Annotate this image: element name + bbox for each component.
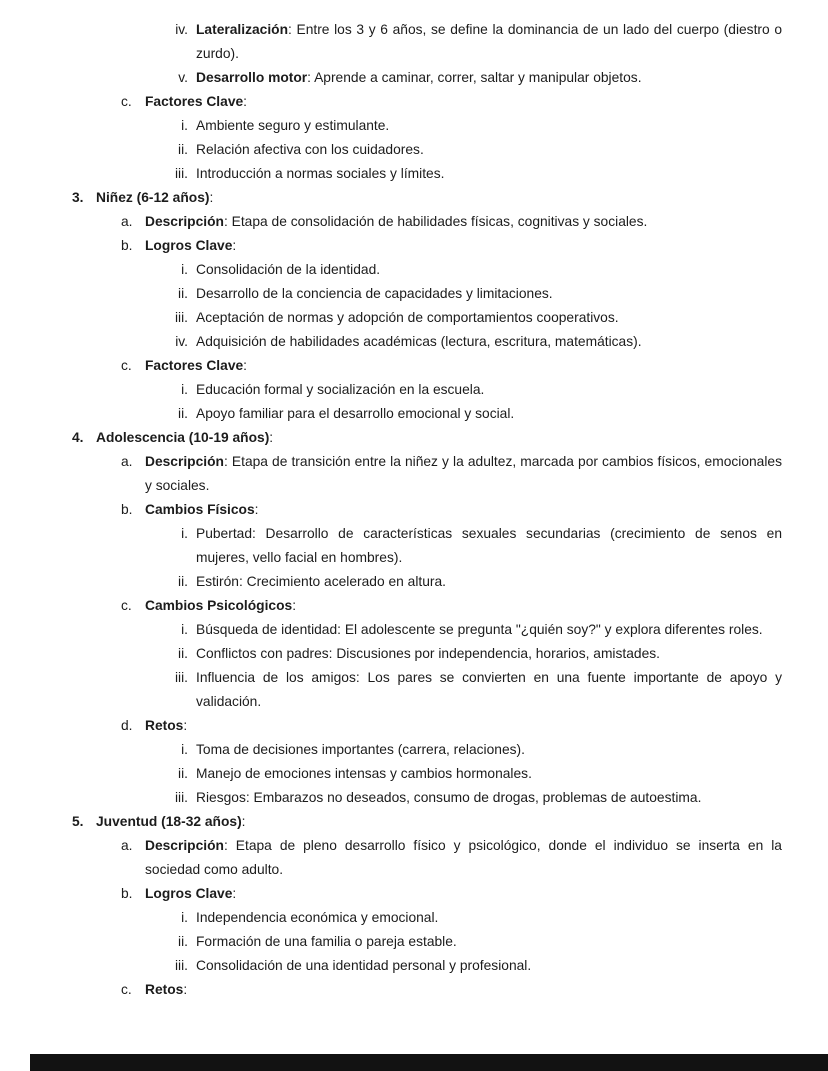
item-text-block [145, 834, 782, 882]
list-item [0, 234, 828, 258]
item-marker: ii. [178, 286, 188, 301]
item-text: : [269, 430, 274, 445]
item-text: Pubertad: Desarrollo de características sexuales secundarias (crecimiento de senos en mujeres, vello facial en hombres). [196, 526, 782, 565]
item-text-block [196, 786, 782, 810]
list-item [0, 258, 828, 282]
page-bottom-edge [30, 1054, 828, 1071]
item-text: Consolidación de la identidad. [196, 262, 381, 277]
item-text: Conflictos con padres: Discusiones por independencia, horarios, amistades. [196, 646, 660, 661]
item-marker: i. [181, 742, 188, 757]
item-text-block [145, 354, 782, 378]
item-label: Logros Clave [145, 238, 233, 253]
item-text-block [145, 714, 782, 738]
item-label: Descripción [145, 454, 224, 469]
item-text: Educación formal y socialización en la escuela. [196, 382, 485, 397]
item-text: Relación afectiva con los cuidadores. [196, 142, 424, 157]
item-marker: c. [121, 982, 132, 997]
item-text: Consolidación de una identidad personal y profesional. [196, 958, 532, 973]
item-marker: d. [121, 718, 133, 733]
item-text: : [232, 886, 237, 901]
list-item [0, 882, 828, 906]
item-text: Ambiente seguro y estimulante. [196, 118, 390, 133]
item-text-block [196, 618, 782, 642]
item-text-block [196, 642, 782, 666]
item-text: Estirón: Crecimiento acelerado en altura. [196, 574, 447, 589]
item-marker: c. [121, 598, 132, 613]
list-item [0, 834, 828, 882]
item-text-block [145, 210, 782, 234]
item-text-block [196, 18, 782, 66]
item-text: Manejo de emociones intensas y cambios hormonales. [196, 766, 532, 781]
list-item [0, 210, 828, 234]
item-text-block [96, 186, 782, 210]
list-item [0, 18, 828, 66]
item-text-block [196, 954, 782, 978]
item-marker: iv. [175, 334, 188, 349]
item-marker: b. [121, 238, 133, 253]
list-item [0, 498, 828, 522]
item-label: Juventud (18-32 años) [96, 814, 242, 829]
item-text: Formación de una familia o pareja estable. [196, 934, 457, 949]
item-text: Adquisición de habilidades académicas (lectura, escritura, matemáticas). [196, 334, 642, 349]
item-label: Cambios Físicos [145, 502, 255, 517]
item-text: Apoyo familiar para el desarrollo emocional y social. [196, 406, 515, 421]
item-text-block [196, 570, 782, 594]
item-marker: i. [181, 622, 188, 637]
list-item [0, 282, 828, 306]
item-marker: 4. [72, 430, 84, 445]
item-text: Búsqueda de identidad: El adolescente se pregunta "¿quién soy?" y explora diferentes roles. [196, 622, 763, 637]
item-marker: a. [121, 214, 133, 229]
item-text-block [145, 450, 782, 498]
list-item [0, 114, 828, 138]
item-text-block [196, 666, 782, 714]
item-text: : Entre los 3 y 6 años, se define la dominancia de un lado del cuerpo (diestro o zurdo). [196, 22, 782, 61]
item-marker: 3. [72, 190, 84, 205]
item-marker: 5. [72, 814, 84, 829]
document-page [0, 18, 828, 1002]
item-text-block [196, 138, 782, 162]
item-text: : Etapa de pleno desarrollo físico y psicológico, donde el individuo se inserta en la sociedad como adulto. [145, 838, 782, 877]
item-text: : [243, 358, 248, 373]
item-text: : [292, 598, 297, 613]
item-label: Retos [145, 718, 184, 733]
item-text: : [183, 718, 188, 733]
item-label: Cambios Psicológicos [145, 598, 293, 613]
list-item [0, 162, 828, 186]
item-marker: iii. [174, 166, 188, 181]
item-text: : Etapa de transición entre la niñez y la adultez, marcada por cambios físicos, emocionales y sociales. [145, 454, 782, 493]
item-marker: iii. [174, 958, 188, 973]
item-label: Logros Clave [145, 886, 233, 901]
list-item [0, 906, 828, 930]
item-marker: b. [121, 886, 133, 901]
item-marker: ii. [178, 142, 188, 157]
item-marker: a. [121, 454, 133, 469]
item-text: : [183, 982, 188, 997]
list-item [0, 186, 828, 210]
item-marker: iii. [174, 670, 188, 685]
item-text: : [243, 94, 248, 109]
item-text: Desarrollo de la conciencia de capacidades y limitaciones. [196, 286, 553, 301]
item-text: : [254, 502, 259, 517]
list-item [0, 762, 828, 786]
item-text: Toma de decisiones importantes (carrera, relaciones). [196, 742, 525, 757]
item-marker: ii. [178, 574, 188, 589]
item-text-block [96, 426, 782, 450]
list-item [0, 642, 828, 666]
list-item [0, 786, 828, 810]
list-item [0, 90, 828, 114]
list-item [0, 954, 828, 978]
item-text-block [196, 330, 782, 354]
list-item [0, 330, 828, 354]
item-text: : Aprende a caminar, correr, saltar y manipular objetos. [307, 70, 642, 85]
item-marker: ii. [178, 934, 188, 949]
item-text-block [145, 498, 782, 522]
item-label: Descripción [145, 838, 224, 853]
item-text: : Etapa de consolidación de habilidades físicas, cognitivas y sociales. [223, 214, 648, 229]
item-text-block [145, 594, 782, 618]
list-item [0, 714, 828, 738]
item-text: Introducción a normas sociales y límites. [196, 166, 445, 181]
item-text-block [96, 810, 782, 834]
item-text: Riesgos: Embarazos no deseados, consumo de drogas, problemas de autoestima. [196, 790, 702, 805]
list-item [0, 450, 828, 498]
item-marker: a. [121, 838, 133, 853]
list-item [0, 378, 828, 402]
item-marker: ii. [178, 766, 188, 781]
item-marker: i. [181, 526, 188, 541]
item-text: : [241, 814, 246, 829]
item-text-block [196, 258, 782, 282]
item-text: Influencia de los amigos: Los pares se convierten en una fuente importante de apoyo y validación. [196, 670, 782, 709]
item-text-block [196, 282, 782, 306]
list-item [0, 930, 828, 954]
list-item [0, 522, 828, 570]
item-marker: iii. [174, 790, 188, 805]
item-marker: c. [121, 94, 132, 109]
item-text-block [196, 906, 782, 930]
list-item [0, 618, 828, 642]
item-text-block [196, 402, 782, 426]
item-text-block [196, 762, 782, 786]
item-text-block [196, 522, 782, 570]
document-list [0, 18, 828, 1002]
item-text-block [145, 90, 782, 114]
item-text-block [145, 978, 782, 1002]
item-marker: b. [121, 502, 133, 517]
list-item [0, 402, 828, 426]
item-text-block [196, 738, 782, 762]
item-label: Retos [145, 982, 184, 997]
item-marker: iii. [174, 310, 188, 325]
item-label: Lateralización [196, 22, 289, 37]
item-marker: ii. [178, 646, 188, 661]
item-marker: i. [181, 262, 188, 277]
item-text-block [145, 882, 782, 906]
item-text: : [209, 190, 214, 205]
item-marker: ii. [178, 406, 188, 421]
item-marker: v. [178, 70, 188, 85]
item-text-block [196, 66, 782, 90]
item-text-block [196, 162, 782, 186]
item-text-block [196, 378, 782, 402]
item-text-block [196, 114, 782, 138]
item-label: Desarrollo motor [196, 70, 308, 85]
list-item [0, 66, 828, 90]
item-text: : [232, 238, 237, 253]
list-item [0, 426, 828, 450]
item-marker: c. [121, 358, 132, 373]
item-marker: i. [181, 382, 188, 397]
list-item [0, 738, 828, 762]
item-label: Niñez (6-12 años) [96, 190, 210, 205]
item-text: Independencia económica y emocional. [196, 910, 439, 925]
list-item [0, 354, 828, 378]
item-label: Factores Clave [145, 358, 244, 373]
item-label: Descripción [145, 214, 224, 229]
list-item [0, 978, 828, 1002]
list-item [0, 570, 828, 594]
list-item [0, 138, 828, 162]
item-label: Adolescencia (10-19 años) [96, 430, 270, 445]
list-item [0, 666, 828, 714]
list-item [0, 810, 828, 834]
list-item [0, 594, 828, 618]
item-marker: i. [181, 118, 188, 133]
item-marker: iv. [175, 22, 188, 37]
item-text-block [196, 930, 782, 954]
item-text-block [196, 306, 782, 330]
item-text-block [145, 234, 782, 258]
list-item [0, 306, 828, 330]
item-marker: i. [181, 910, 188, 925]
item-label: Factores Clave [145, 94, 244, 109]
item-text: Aceptación de normas y adopción de comportamientos cooperativos. [196, 310, 619, 325]
